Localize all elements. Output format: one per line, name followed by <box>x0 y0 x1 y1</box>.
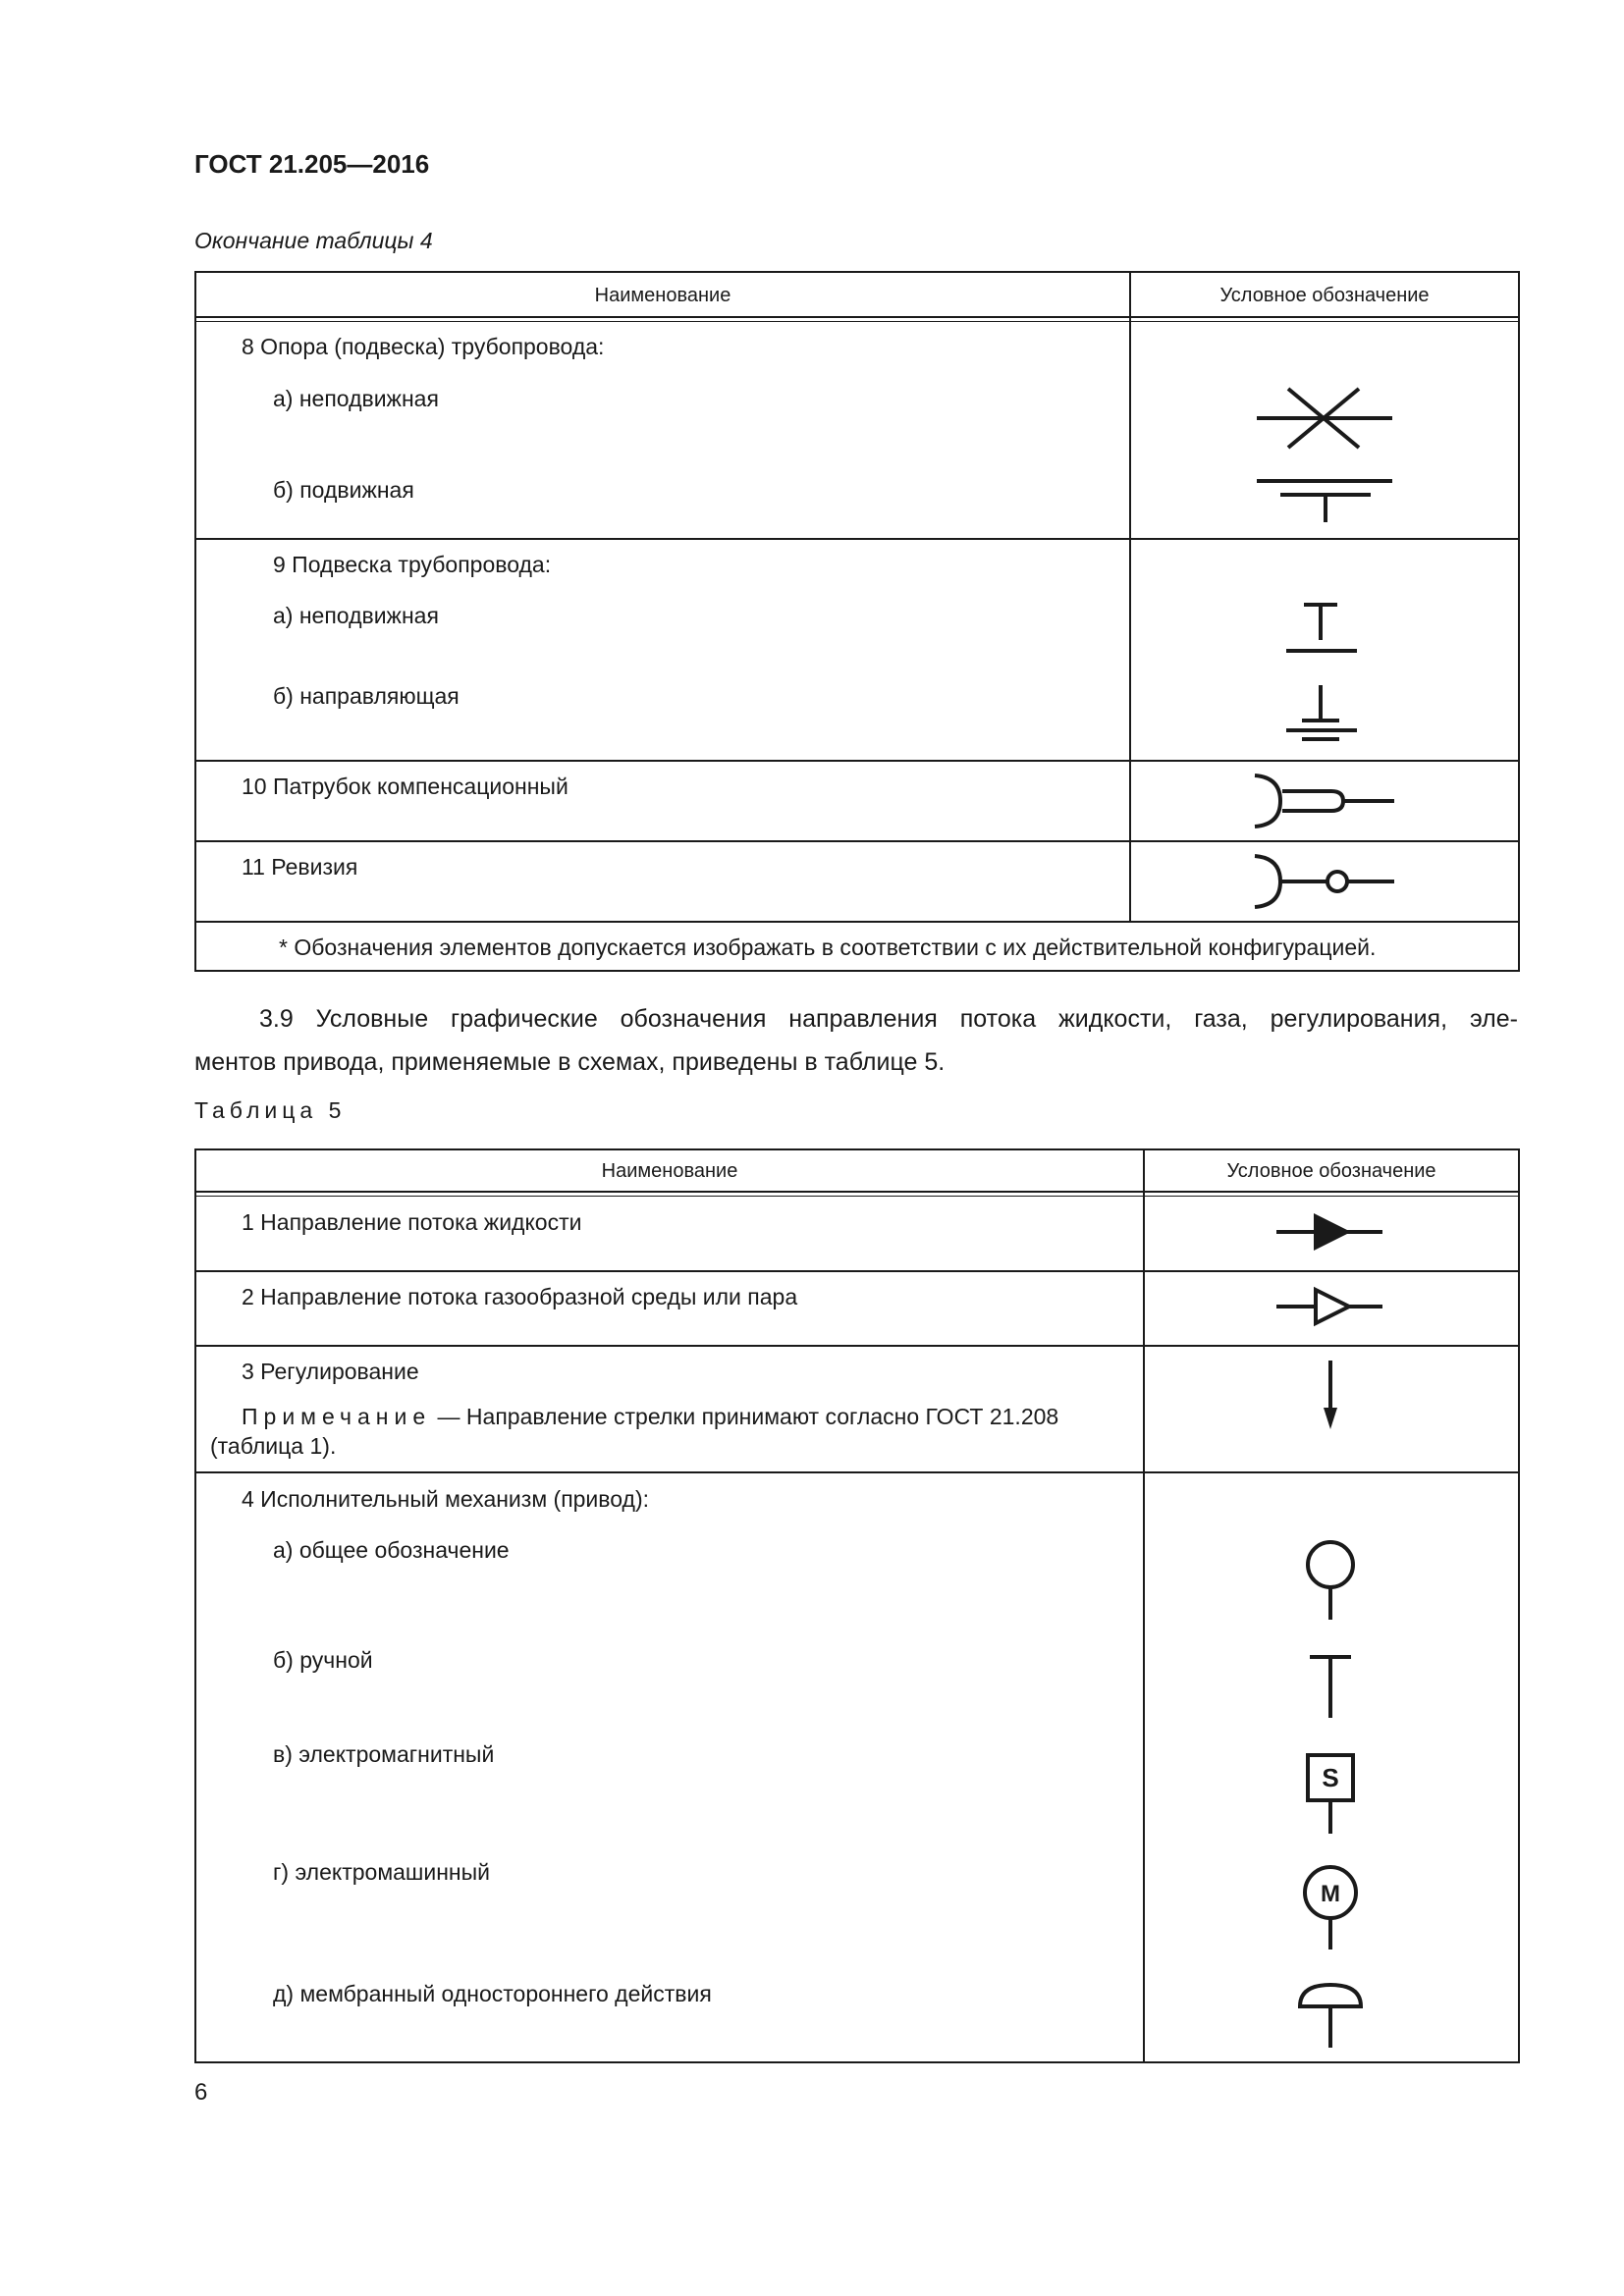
row-item: а) неподвижная <box>273 386 439 411</box>
table-border <box>194 1191 1520 1193</box>
table-border <box>194 970 1520 972</box>
actuator-general-icon <box>1300 1537 1361 1622</box>
row-item: б) направляющая <box>273 683 460 709</box>
row-item: в) электромагнитный <box>273 1741 495 1767</box>
paragraph-line: 3.9 Условные графические обозначения направления потока жидкости, газа, регулирования, эле- <box>259 1005 1518 1033</box>
motor-letter: M <box>1321 1881 1340 1907</box>
table-border <box>194 840 1520 842</box>
row-title: 2 Направление потока газообразной среды или пара <box>242 1284 798 1309</box>
regulation-arrow-icon <box>1316 1357 1345 1431</box>
table-border <box>194 1270 1520 1272</box>
table-border <box>194 2061 1520 2063</box>
manual-actuator-icon <box>1300 1653 1361 1720</box>
table4-caption: Окончание таблицы 4 <box>194 228 433 253</box>
fixed-hanger-icon <box>1276 601 1365 656</box>
row-title: 9 Подвеска трубопровода: <box>273 552 552 577</box>
table-border <box>194 1148 196 2063</box>
table-border <box>194 921 1520 923</box>
row-note <box>242 1404 1058 1430</box>
table-border <box>194 1345 1520 1347</box>
document-id: ГОСТ 21.205—2016 <box>194 149 430 179</box>
guide-hanger-icon <box>1276 681 1365 742</box>
page-number: 6 <box>194 2079 208 2106</box>
row-title: 3 Регулирование <box>242 1359 419 1384</box>
row-title: 8 Опора (подвеска) трубопровода: <box>242 334 605 359</box>
row-item: а) общее обозначение <box>273 1537 510 1563</box>
row-title: 1 Направление потока жидкости <box>242 1209 582 1235</box>
row-item: д) мембранный одностороннего действия <box>273 1981 712 2006</box>
table-border <box>1518 271 1520 972</box>
row-item: б) подвижная <box>273 477 414 503</box>
diaphragm-actuator-icon <box>1294 1981 1367 2050</box>
row-item: б) ручной <box>273 1647 373 1673</box>
column-header-symbol: Условное обозначение <box>1226 1160 1436 1182</box>
electric-motor-actuator-icon <box>1300 1863 1361 1951</box>
row-title: 11 Ревизия <box>242 854 358 880</box>
column-header-name: Наименование <box>594 285 731 306</box>
table-border <box>194 1196 1520 1197</box>
note-text: — Направление стрелки принимают согласно ГОСТ 21.208 <box>431 1404 1059 1429</box>
table-border <box>1129 271 1131 923</box>
table-border <box>194 271 196 972</box>
table-border <box>194 760 1520 762</box>
table-border <box>194 271 1520 273</box>
row-title: 10 Патрубок компенсационный <box>242 774 568 799</box>
table-footnote: * Обозначения элементов допускается изображать в соответствии с их действительной конфигурацией. <box>279 934 1377 960</box>
compensation-pipe-icon <box>1247 772 1404 830</box>
row-note-continued: (таблица 1). <box>210 1433 337 1459</box>
table-border <box>194 321 1520 322</box>
column-header-symbol: Условное обозначение <box>1219 285 1430 306</box>
movable-support-icon <box>1247 473 1394 524</box>
gas-flow-arrow-icon <box>1272 1284 1386 1329</box>
liquid-flow-arrow-icon <box>1272 1209 1386 1255</box>
row-item: г) электромашинный <box>273 1859 491 1885</box>
row-item: а) неподвижная <box>273 603 439 628</box>
table5-caption: Таблица 5 <box>194 1097 347 1123</box>
solenoid-letter: S <box>1322 1763 1339 1792</box>
table-border <box>194 316 1520 318</box>
body-paragraph <box>194 997 1518 1084</box>
row-title: 4 Исполнительный механизм (привод): <box>242 1486 649 1512</box>
column-header-name: Наименование <box>601 1160 738 1182</box>
inspection-icon <box>1247 852 1404 911</box>
table-border <box>1143 1148 1145 2063</box>
table-border <box>194 538 1520 540</box>
table-border <box>1518 1148 1520 2063</box>
table-border <box>194 1471 1520 1473</box>
table-border <box>194 1148 1520 1150</box>
fixed-support-icon <box>1247 385 1394 454</box>
note-label: Примечание <box>242 1404 432 1429</box>
paragraph-line: ментов привода, применяемые в схемах, приведены в таблице 5. <box>194 1048 946 1076</box>
solenoid-actuator-icon <box>1300 1751 1361 1836</box>
